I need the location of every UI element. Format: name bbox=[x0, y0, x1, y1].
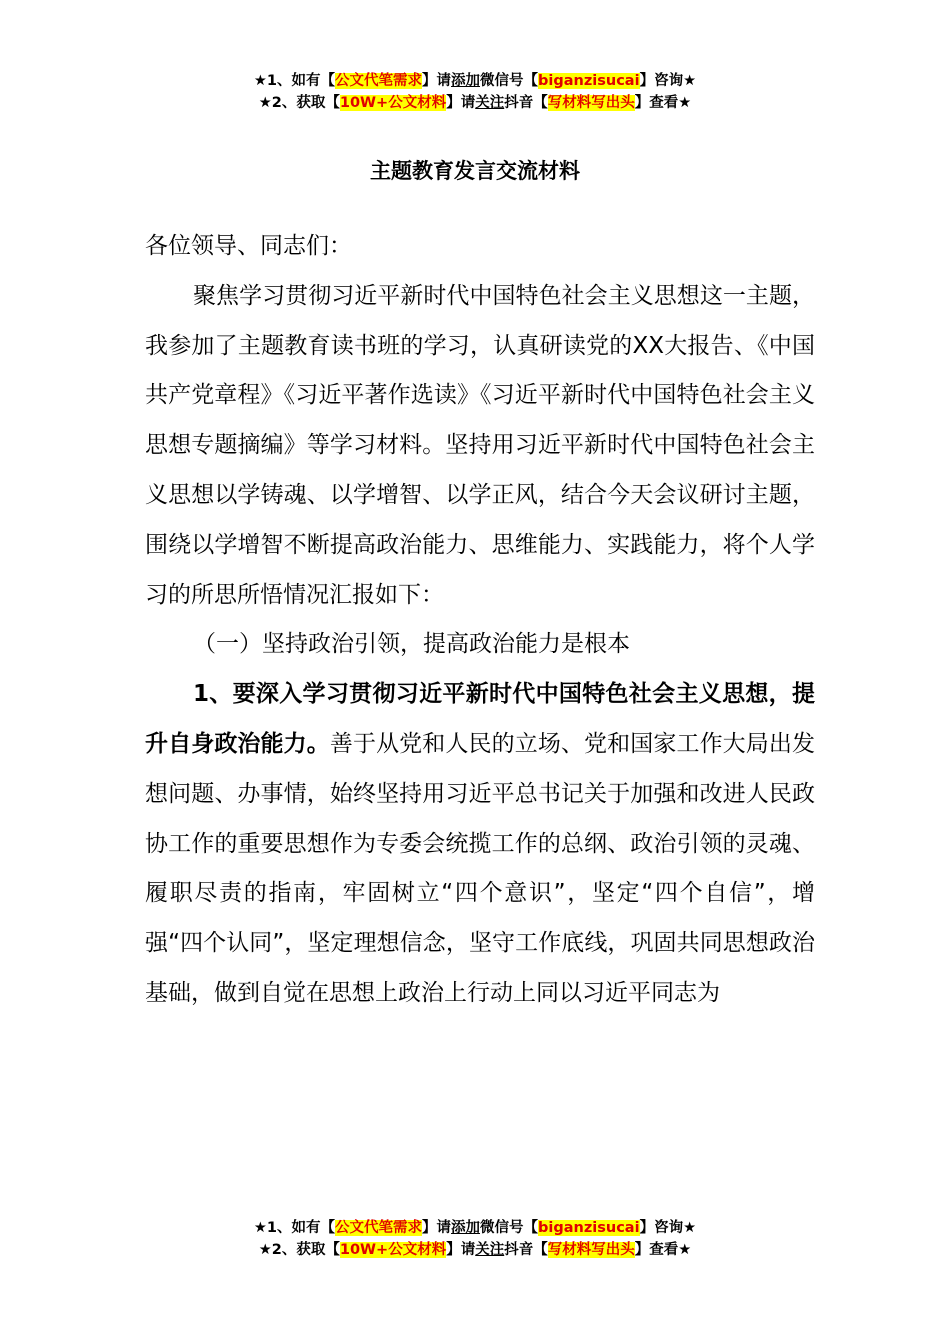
banner-line-2 bbox=[0, 1239, 950, 1261]
banner-line-2 bbox=[0, 92, 950, 114]
banner-highlight: biganzisucai bbox=[538, 73, 640, 89]
banner-text: 抖音【 bbox=[504, 95, 548, 111]
banner-text: 】咨询★ bbox=[639, 73, 697, 89]
banner-text: 】咨询★ bbox=[639, 1220, 697, 1236]
banner-highlight: 10W+公文材料 bbox=[339, 1242, 447, 1258]
greeting: 各位领导、同志们： bbox=[145, 233, 352, 259]
banner-text: 】请 bbox=[422, 73, 452, 89]
banner-text: ★2、获取【 bbox=[258, 95, 340, 111]
section-heading: （一）坚持政治引领，提高政治能力是根本 bbox=[193, 631, 630, 658]
banner-underlined: 关注 bbox=[475, 95, 505, 111]
banner-underlined: 添加 bbox=[451, 1220, 481, 1236]
banner-highlight: 10W+公文材料 bbox=[339, 95, 447, 111]
banner-underlined: 关注 bbox=[475, 1242, 505, 1258]
banner-highlight: biganzisucai bbox=[538, 1220, 640, 1236]
banner-text: 微信号【 bbox=[480, 1220, 539, 1236]
banner-highlight: 公文代笔需求 bbox=[335, 73, 423, 89]
banner-text: 】查看★ bbox=[634, 95, 692, 111]
banner-text: ★2、获取【 bbox=[258, 1242, 340, 1258]
point-text: 善于从党和人民的立场、党和国家工作大局出发想问题、办事情，始终坚持用习近平总书记关于加强和改进人民政协工作的重要思想作为专委会统揽工作的总纲、政治引领的灵魂、履职尽责的指南，牢固树立“四个意识”，坚定“四个自信”，增强“四个认同”，坚定理想信念，坚守工作底线，巩固共同思想政治基础，做到自觉在思想上政治上行动上同以习近平同志为 bbox=[145, 730, 816, 1006]
banner-text: 微信号【 bbox=[480, 73, 539, 89]
banner-highlight: 写材料写出头 bbox=[547, 95, 635, 111]
banner-text: 】请 bbox=[422, 1220, 452, 1236]
banner-highlight: 公文代笔需求 bbox=[335, 1220, 423, 1236]
banner-text: ★1、如有【 bbox=[253, 1220, 336, 1236]
banner-text: ★1、如有【 bbox=[253, 73, 336, 89]
banner-text: 】请 bbox=[446, 1242, 476, 1258]
banner-line-1 bbox=[0, 1217, 950, 1239]
banner-text: 抖音【 bbox=[504, 1242, 548, 1258]
point-paragraph bbox=[145, 670, 815, 1019]
intro-paragraph: 聚焦学习贯彻习近平新时代中国特色社会主义思想这一主题，我参加了主题教育读书班的学习，认真研读党的XX大报告、《中国共产党章程》《习近平著作选读》《习近平新时代中国特色社会主义思想专题摘编》等学习材料。坚持用习近平新时代中国特色社会主义思想以学铸魂、以学增智、以学正风，结合今天会议研讨主题，围绕以学增智不断提高政治能力、思维能力、实践能力，将个人学习的所思所悟情况汇报如下： bbox=[145, 282, 815, 608]
footer-banner bbox=[0, 1217, 950, 1261]
banner-text: 】查看★ bbox=[634, 1242, 692, 1258]
banner-text: 】请 bbox=[446, 95, 476, 111]
banner-underlined: 添加 bbox=[451, 73, 481, 89]
banner-highlight: 写材料写出头 bbox=[547, 1242, 635, 1258]
point-heading: 1、要深入学习贯彻习近平新时代中国特色社会主义思想，提升自身政治能力。 bbox=[145, 681, 815, 757]
header-banner bbox=[0, 70, 950, 114]
document-body bbox=[145, 222, 815, 1019]
document-title: 主题教育发言交流材料 bbox=[370, 159, 580, 183]
banner-line-1 bbox=[0, 70, 950, 92]
